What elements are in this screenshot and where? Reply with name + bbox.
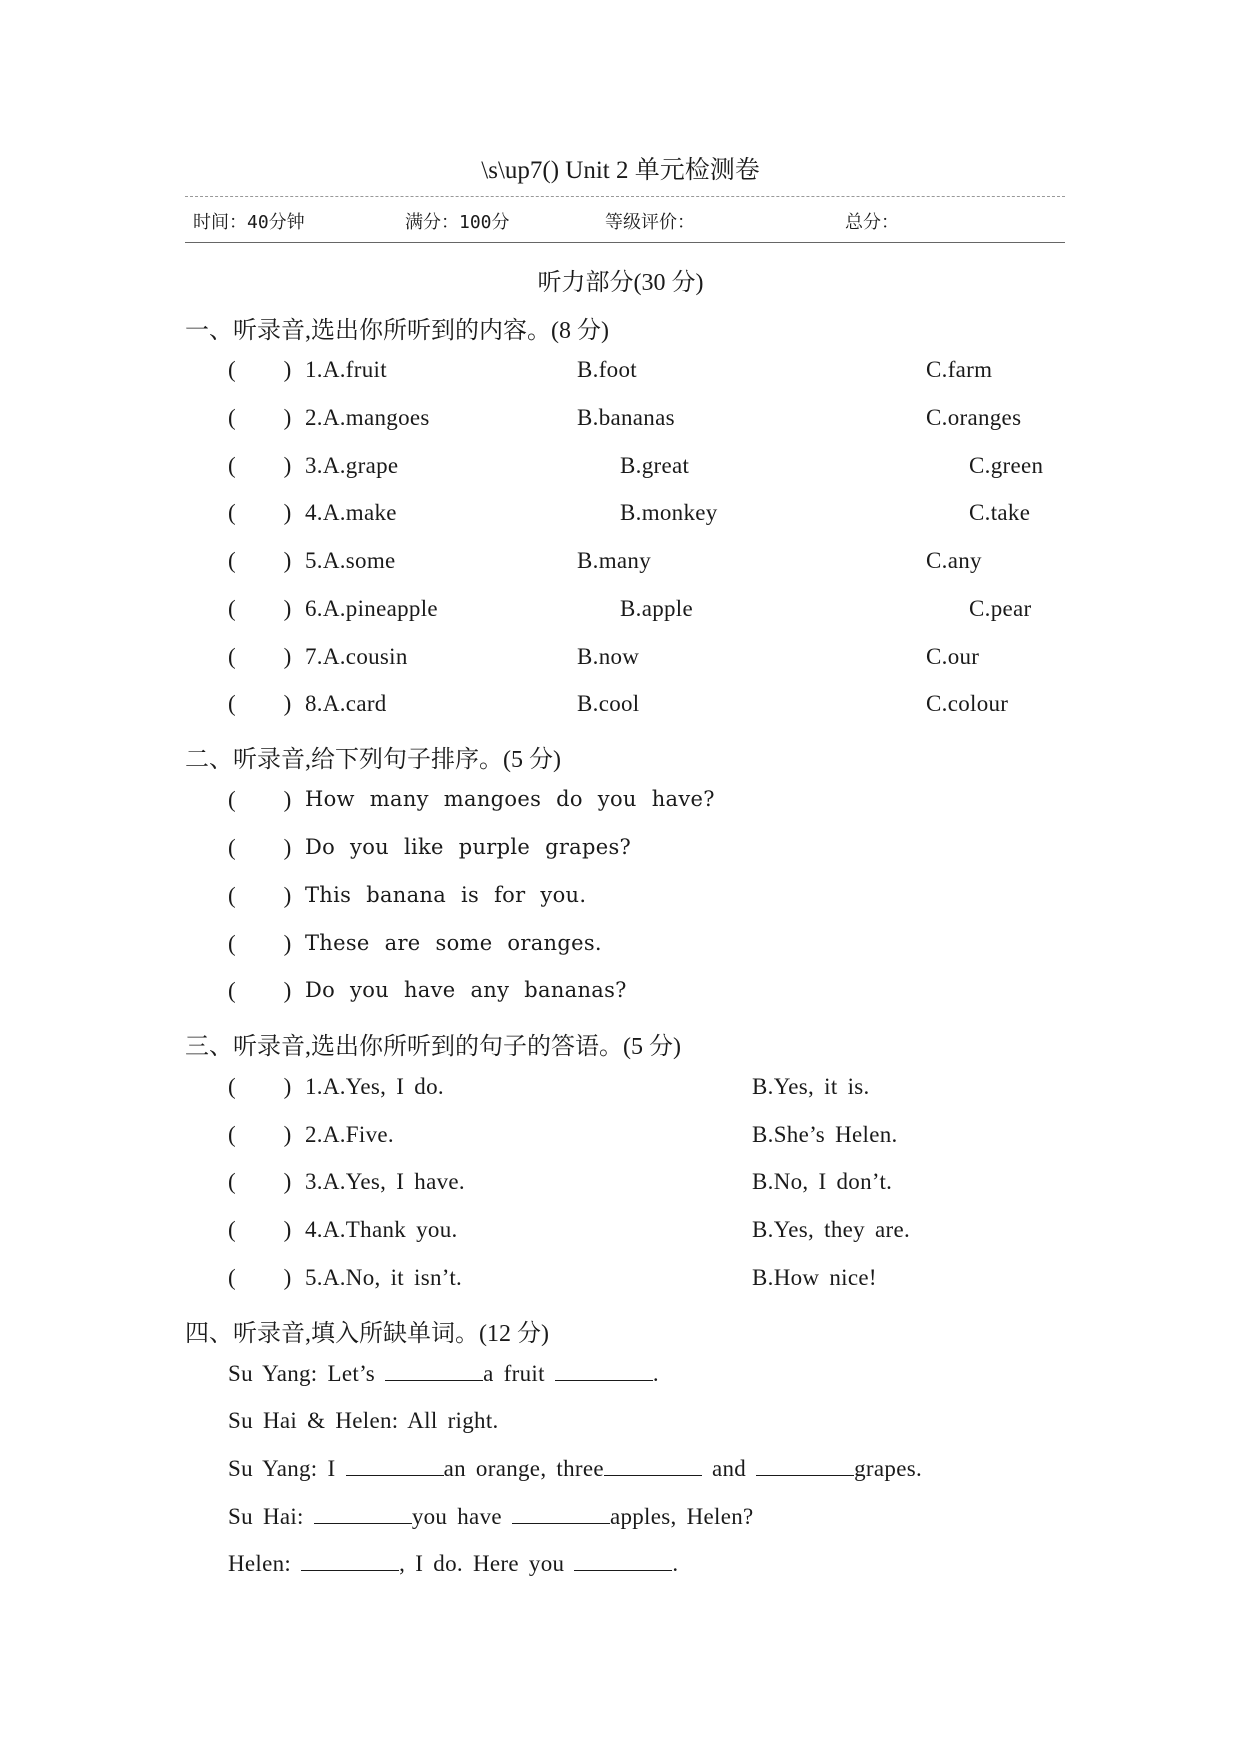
response-option-b: B.How nice! xyxy=(752,1265,877,1290)
sentence-item: Do you have any bananas? xyxy=(305,978,627,1002)
time-label: 时间：40分钟 xyxy=(193,212,305,233)
sentence-item: This banana is for you. xyxy=(305,883,587,907)
answer-paren[interactable]: ( ) xyxy=(228,787,292,812)
option-a: 8.A.card xyxy=(305,691,387,716)
response-option-b: B.No, I don’t. xyxy=(752,1169,893,1194)
option-c: C.our xyxy=(926,644,980,669)
response-option-b: B.Yes, it is. xyxy=(752,1074,870,1099)
answer-paren[interactable]: ( ) xyxy=(228,883,292,908)
section-3-title: 三、听录音,选出你所听到的句子的答语。(5 分) xyxy=(185,1034,681,1060)
response-option-a: 2.A.Five. xyxy=(305,1122,394,1147)
answer-paren[interactable]: ( ) xyxy=(228,1122,292,1147)
option-a: 7.A.cousin xyxy=(305,644,408,669)
answer-paren[interactable]: ( ) xyxy=(228,1074,292,1099)
option-c: C.pear xyxy=(969,596,1032,621)
option-c: C.farm xyxy=(926,357,993,382)
answer-paren[interactable]: ( ) xyxy=(228,835,292,860)
solid-divider xyxy=(185,242,1065,243)
answer-paren[interactable]: ( ) xyxy=(228,596,292,621)
section-2-title: 二、听录音,给下列句子排序。(5 分) xyxy=(185,747,561,773)
dashed-divider xyxy=(185,196,1065,197)
answer-paren[interactable]: ( ) xyxy=(228,978,292,1003)
fill-blank[interactable] xyxy=(346,1457,444,1476)
option-c: C.colour xyxy=(926,691,1009,716)
option-b: B.many xyxy=(577,548,651,573)
answer-paren[interactable]: ( ) xyxy=(228,644,292,669)
response-option-a: 4.A.Thank you. xyxy=(305,1217,458,1242)
answer-paren[interactable]: ( ) xyxy=(228,1169,292,1194)
dialogue-line-2: Su Hai & Helen: All right. xyxy=(228,1408,499,1433)
option-b: B.now xyxy=(577,644,640,669)
response-option-a: 3.A.Yes, I have. xyxy=(305,1169,465,1194)
answer-paren[interactable]: ( ) xyxy=(228,691,292,716)
fill-blank[interactable] xyxy=(512,1505,610,1524)
answer-paren[interactable]: ( ) xyxy=(228,500,292,525)
option-a: 1.A.fruit xyxy=(305,357,387,382)
option-b: B.cool xyxy=(577,691,640,716)
answer-paren[interactable]: ( ) xyxy=(228,357,292,382)
sentence-item: How many mangoes do you have? xyxy=(305,787,715,811)
fill-blank[interactable] xyxy=(574,1552,672,1571)
fill-blank[interactable] xyxy=(385,1362,483,1381)
dialogue-line-4: Su Hai: you have apples, Helen? xyxy=(228,1504,754,1529)
fill-blank[interactable] xyxy=(756,1457,854,1476)
response-option-b: B.She’s Helen. xyxy=(752,1122,898,1147)
dialogue-line-3: Su Yang: I an orange, three and grapes. xyxy=(228,1456,923,1481)
answer-paren[interactable]: ( ) xyxy=(228,1217,292,1242)
answer-paren[interactable]: ( ) xyxy=(228,405,292,430)
answer-paren[interactable]: ( ) xyxy=(228,548,292,573)
section-4-title: 四、听录音,填入所缺单词。(12 分) xyxy=(185,1321,549,1347)
answer-paren[interactable]: ( ) xyxy=(228,931,292,956)
option-b: B.apple xyxy=(620,596,693,621)
option-a: 6.A.pineapple xyxy=(305,596,438,621)
option-c: C.take xyxy=(969,500,1031,525)
total-label: 总分： xyxy=(845,212,899,233)
response-option-a: 1.A.Yes, I do. xyxy=(305,1074,444,1099)
page-title: \s\up7() Unit 2 单元检测卷 xyxy=(481,157,760,184)
option-b: B.bananas xyxy=(577,405,675,430)
answer-paren[interactable]: ( ) xyxy=(228,453,292,478)
dialogue-line-1: Su Yang: Let’s a fruit . xyxy=(228,1361,659,1386)
option-c: C.oranges xyxy=(926,405,1022,430)
option-b: B.great xyxy=(620,453,690,478)
fill-blank[interactable] xyxy=(314,1505,412,1524)
option-a: 5.A.some xyxy=(305,548,396,573)
fill-blank[interactable] xyxy=(301,1552,399,1571)
option-a: 3.A.grape xyxy=(305,453,399,478)
sentence-item: These are some oranges. xyxy=(305,931,602,955)
response-option-a: 5.A.No, it isn’t. xyxy=(305,1265,463,1290)
option-a: 2.A.mangoes xyxy=(305,405,430,430)
option-a: 4.A.make xyxy=(305,500,397,525)
listening-part-title: 听力部分(30 分) xyxy=(537,270,704,296)
sentence-item: Do you like purple grapes? xyxy=(305,835,632,859)
option-b: B.monkey xyxy=(620,500,718,525)
fill-blank[interactable] xyxy=(604,1457,702,1476)
option-c: C.green xyxy=(969,453,1044,478)
section-1-title: 一、听录音,选出你所听到的内容。(8 分) xyxy=(185,318,609,344)
full-score-label: 满分：100分 xyxy=(405,212,510,233)
dialogue-line-5: Helen: , I do. Here you . xyxy=(228,1551,679,1576)
option-b: B.foot xyxy=(577,357,637,382)
grade-label: 等级评价： xyxy=(605,212,695,233)
answer-paren[interactable]: ( ) xyxy=(228,1265,292,1290)
fill-blank[interactable] xyxy=(555,1362,653,1381)
response-option-b: B.Yes, they are. xyxy=(752,1217,911,1242)
option-c: C.any xyxy=(926,548,982,573)
